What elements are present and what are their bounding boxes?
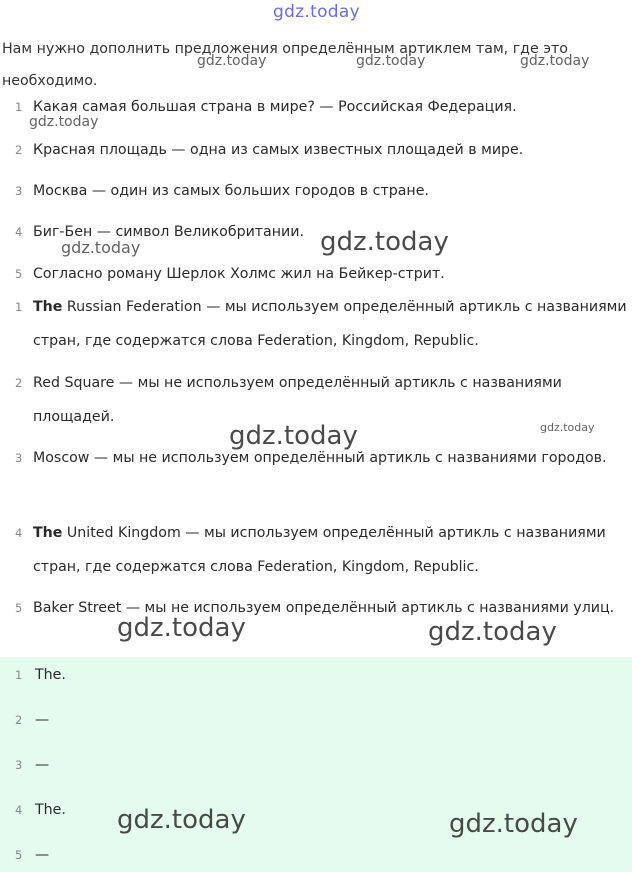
watermark: gdz.today xyxy=(61,238,141,257)
item-number: 4 xyxy=(15,225,23,239)
task-intro: Нам нужно дополнить предложения определённым артиклем там, где это необходимо. xyxy=(2,41,568,89)
explanation-item xyxy=(0,295,632,349)
item-number: 4 xyxy=(15,803,23,817)
explanation-item xyxy=(0,371,632,425)
answer-item xyxy=(0,753,632,777)
term: Red Square xyxy=(33,375,115,391)
explanation-body: — мы не используем определённый артикль с названиями площадей. xyxy=(33,375,562,425)
sentence-text: Красная площадь — одна из самых известных площадей в мире. xyxy=(33,142,524,158)
term: United Kingdom xyxy=(62,525,181,541)
watermark: gdz.today xyxy=(356,53,426,69)
watermark: gdz.today xyxy=(428,617,557,647)
answer-text: — xyxy=(35,847,50,863)
watermark: gdz.today xyxy=(520,53,590,69)
sentence-item xyxy=(0,138,632,162)
sentence-item xyxy=(0,179,632,203)
item-number: 3 xyxy=(15,758,23,772)
explanation-text xyxy=(33,290,628,358)
item-number: 2 xyxy=(15,376,23,390)
explanation-body: — мы используем определённый артикль с названиями стран, где содержатся слова Federation, Kingdom, Republic. xyxy=(33,299,627,349)
header-watermark: gdz.today xyxy=(273,2,360,22)
explanation-item xyxy=(0,521,632,575)
answer-item xyxy=(0,663,632,687)
item-number: 2 xyxy=(15,713,23,727)
item-number: 5 xyxy=(15,267,23,281)
answer-text: The. xyxy=(35,667,66,683)
item-number: 1 xyxy=(15,668,23,682)
sentence-text: Согласно роману Шерлок Холмс жил на Бейкер-стрит. xyxy=(33,266,445,282)
sentence-text: Какая самая большая страна в мире? — Российская Федерация. xyxy=(33,99,517,115)
explanation-body: — мы не используем определённый артикль с названиями городов. xyxy=(89,450,607,466)
term: Russian Federation xyxy=(62,299,202,315)
explanation-body: — мы не используем определённый артикль с названиями улиц. xyxy=(121,600,615,616)
explanation-body: — мы используем определённый артикль с названиями стран, где содержатся слова Federation, Kingdom, Republic. xyxy=(33,525,606,575)
article: The xyxy=(33,299,63,315)
watermark: gdz.today xyxy=(540,421,595,434)
term: Moscow xyxy=(33,450,90,466)
watermark: gdz.today xyxy=(229,421,358,451)
answer-item xyxy=(0,708,632,732)
term: Baker Street xyxy=(33,600,122,616)
item-number: 1 xyxy=(15,100,23,114)
item-number: 1 xyxy=(15,300,23,314)
watermark: gdz.today xyxy=(29,114,99,130)
answers-panel xyxy=(0,657,632,872)
sentence-text: Биг-Бен — символ Великобритании. xyxy=(33,224,304,240)
answer-text: — xyxy=(35,712,50,728)
item-number: 5 xyxy=(15,848,23,862)
answer-item xyxy=(0,843,632,867)
watermark: gdz.today xyxy=(320,227,449,257)
watermark: gdz.today xyxy=(117,805,246,835)
watermark: gdz.today xyxy=(197,53,267,69)
sentence-item xyxy=(0,262,632,286)
sentence-text: Москва — один из самых больших городов в стране. xyxy=(33,183,429,199)
watermark: gdz.today xyxy=(117,613,246,643)
item-number: 3 xyxy=(15,184,23,198)
item-number: 3 xyxy=(15,451,23,465)
answer-text: The. xyxy=(35,802,66,818)
item-number: 2 xyxy=(15,143,23,157)
watermark: gdz.today xyxy=(449,809,578,839)
explanation-text xyxy=(33,516,628,584)
article: The xyxy=(33,525,63,541)
item-number: 5 xyxy=(15,601,23,615)
answer-text: — xyxy=(35,757,50,773)
item-number: 4 xyxy=(15,526,23,540)
